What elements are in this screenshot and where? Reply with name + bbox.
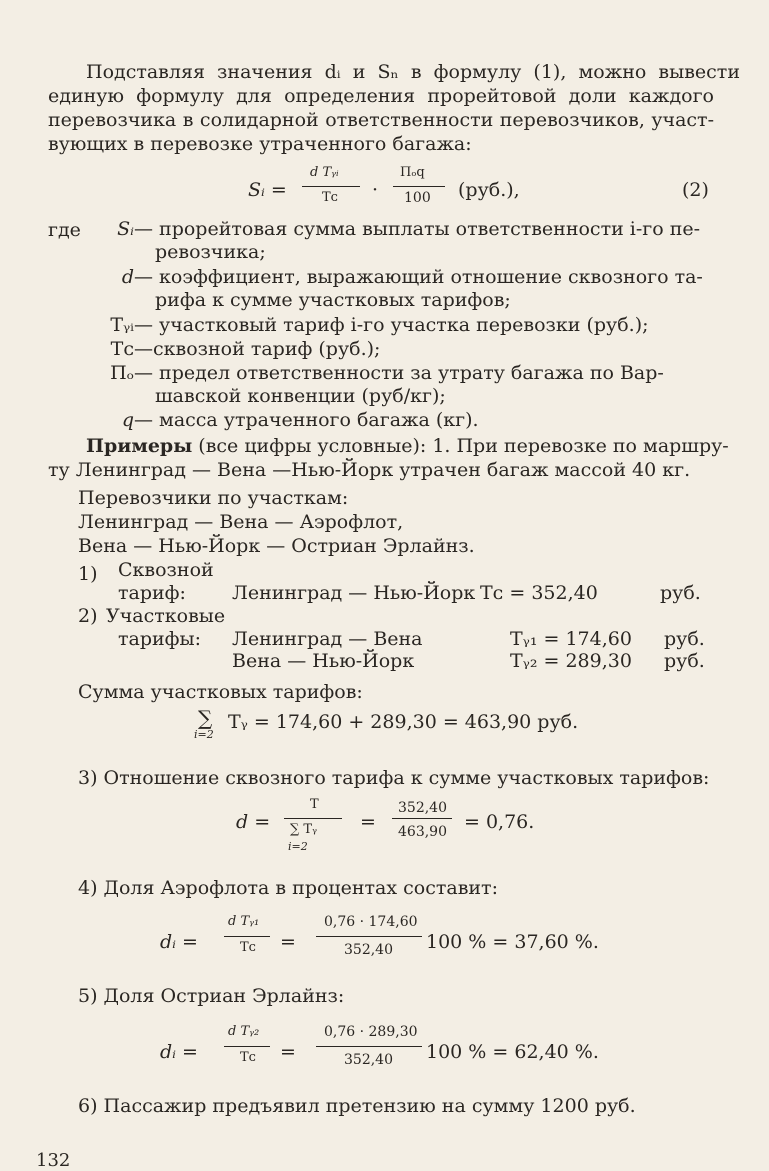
tariff-item-2-route-2: Вена — Нью-Йорк [232,650,415,672]
tariff-item-2-unit-1: руб. [664,628,705,650]
definition-si [98,218,714,241]
tariff-item-2-label-b: тарифы: [118,628,202,650]
definition-text: — предел ответственности за утрату багажа по Вар- [134,362,664,384]
examples-heading: Примеры [86,435,193,457]
intro-line-4: вующих в перевозке утраченного багажа: [48,133,472,155]
formula-2-dot: · [372,179,379,201]
formula-2-num2: Пₒq [400,165,425,180]
step-5-result: 100 % = 62,40 %. [426,1041,599,1063]
definition-symbol: d [121,266,134,288]
step-4-frac1-line [224,936,270,937]
step-5-num1: d Tᵧ₂ [228,1024,260,1039]
tariff-item-2-value-2: Tᵧ₂ = 289,30 [510,650,632,672]
step-3-num1: T [310,797,319,812]
tariff-item-1-route: Ленинград — Нью-Йорк [232,582,476,604]
definition-symbol: Sᵢ [117,218,134,240]
step-3-title: 3) Отношение сквозного тарифа к сумме участковых тарифов: [78,767,710,789]
definition-text: —сквозной тариф (руб.); [134,338,381,360]
step-5-frac1-line [224,1046,270,1047]
tariff-item-1-label-b: тариф: [118,582,186,604]
sum-label: Сумма участковых тарифов: [78,681,363,703]
definition-d-cont: рифа к сумме участковых тарифов; [155,289,511,311]
definition-symbol: Пₒ [110,362,134,384]
step-4-num1: d Tᵧ₁ [228,914,260,929]
definition-text: — участковый тариф i-го участка перевозки (руб.); [134,314,649,336]
tariff-item-1-unit: руб. [660,582,701,604]
examples-line-1-rest: (все цифры условные): 1. При перевозке по маршру- [198,435,729,457]
where-label: где [48,219,81,241]
step-3-num2: 352,40 [398,800,447,816]
step-4-num2: 0,76 · 174,60 [324,914,418,930]
step-6: 6) Пассажир предъявил претензию на сумму 1200 руб. [78,1095,636,1117]
formula-2-frac2-line [393,186,445,187]
step-3-den1: ∑ Tᵧ [290,822,317,837]
step-3-lhs: d = [236,811,271,833]
tariff-item-2-route-1: Ленинград — Вена [232,628,423,650]
tariff-item-1-value: Tᴄ = 352,40 [480,582,598,604]
sum-sigma: ∑ [198,706,213,730]
formula-2-unit: (руб.), [458,179,520,201]
definition-text: — коэффициент, выражающий отношение сквозного та- [134,266,703,288]
carriers-line-2: Вена — Нью-Йорк — Остриан Эрлайнз. [78,535,475,557]
definition-si-cont: ревозчика; [155,241,266,263]
step-5-lhs: dᵢ = [160,1041,198,1063]
examples-line-2: ту Ленинград — Вена —Нью-Йорк утрачен багаж массой 40 кг. [48,459,691,481]
step-3-den1-sub: i=2 [288,840,308,853]
step-4-frac2-line [316,936,422,937]
page-number: 132 [36,1150,71,1171]
carriers-line-1: Ленинград — Вена — Аэрофлот, [78,511,404,533]
definition-q [90,409,479,432]
step-5-eq: = [280,1041,296,1063]
sum-expression: Tᵧ = 174,60 + 289,30 = 463,90 руб. [228,711,579,733]
step-4-den2: 352,40 [344,942,393,958]
step-3-frac2-line [392,818,452,819]
formula-2-frac1-line [302,186,360,187]
step-5-frac2-line [316,1046,422,1047]
formula-2-number: (2) [682,179,709,201]
step-4-result: 100 % = 37,60 %. [426,931,599,953]
intro-line-1: Подставляя значения dᵢ и Sₙ в формулу (1), можно вывести [86,61,740,83]
definition-d [98,266,714,289]
step-3-eq: = [360,811,376,833]
definition-text: — масса утраченного багажа (кг). [134,409,479,431]
definition-symbol: Tᴄ [110,338,134,360]
tariff-item-2-unit-2: руб. [664,650,705,672]
definition-po-cont: шавской конвенции (руб/кг); [155,385,446,407]
intro-line-3: перевозчика в солидарной ответственности перевозчиков, участ- [48,109,714,131]
intro-line-2: единую формулу для определения прорейтовой доли каждого [48,85,714,107]
step-5-den2: 352,40 [344,1052,393,1068]
definition-symbol: q [121,409,134,431]
tariff-item-1-label-a: Сквозной [118,559,214,581]
definition-text: — прорейтовая сумма выплаты ответственности i-го пе- [134,218,701,240]
step-4-den1: Tᴄ [240,940,256,955]
step-5-title: 5) Доля Остриан Эрлайнз: [78,985,345,1007]
step-4-lhs: dᵢ = [160,931,198,953]
tariff-item-2-value-1: Tᵧ₁ = 174,60 [510,628,632,650]
step-3-frac1-line [284,818,342,819]
step-3-den2: 463,90 [398,824,447,840]
tariff-item-2-num: 2) [78,605,98,627]
step-3-result: = 0,76. [464,811,535,833]
definition-tc [90,338,380,361]
formula-2-den1: Tᴄ [322,190,338,205]
carriers-title: Перевозчики по участкам: [78,487,349,509]
definition-po [90,362,714,385]
tariff-item-1-num: 1) [78,563,98,585]
step-5-den1: Tᴄ [240,1050,256,1065]
formula-2-num1: d Tᵧᵢ [310,165,339,180]
definition-symbol: Tᵧᵢ [110,314,134,336]
step-4-title: 4) Доля Аэрофлота в процентах составит: [78,877,498,899]
sum-sigma-sub: i=2 [194,728,214,741]
tariff-item-2-label-a: Участковые [106,605,226,627]
step-5-num2: 0,76 · 289,30 [324,1024,418,1040]
examples-line-1 [86,434,729,458]
definition-tyi [90,314,649,337]
formula-2-lhs: Sᵢ = [248,179,287,201]
step-4-eq: = [280,931,296,953]
formula-2-den2: 100 [404,190,431,206]
